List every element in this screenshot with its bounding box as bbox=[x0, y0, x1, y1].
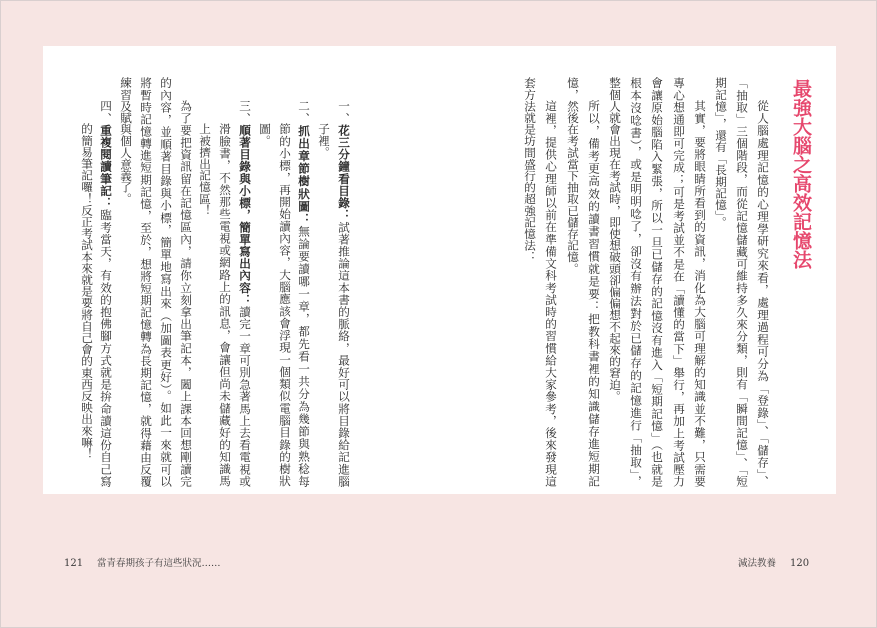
text-column: 專心想通即可完成；可是考試並不是在「讀懂的當下」舉行，再加上考試壓力 bbox=[672, 77, 686, 487]
running-title-left: 當青春期孩子有這些狀況…… bbox=[97, 558, 221, 569]
text-column: 上被擠出記憶區！ bbox=[198, 123, 212, 217]
list-item-first-line bbox=[297, 77, 311, 487]
running-title-right: 減法教養 bbox=[738, 558, 777, 569]
list-item-heading: 重複閱讀筆記： bbox=[99, 124, 113, 210]
text-column: 圖。 bbox=[258, 123, 272, 147]
text-column: 滑臉書，不然那些電視或網路上的訊息，會讓但尚未儲藏好的知識馬 bbox=[218, 123, 232, 487]
text-column: 子裡。 bbox=[317, 123, 331, 159]
text-column: 整個人就會出現在考試時，即使想破頭卻偏偏想不起來的窘迫。 bbox=[608, 77, 622, 402]
list-item-heading: 花三分鐘看目錄： bbox=[337, 124, 351, 222]
text-column: 的內容，並順著目錄與小標，簡單地寫出來（加圖表更好）。如此一來就可以 bbox=[159, 77, 173, 487]
text-column: 「抽取」三個階段，而從記憶儲藏可維持多久來分類，則有「瞬間記憶」、「短 bbox=[735, 77, 749, 487]
list-item-text: 讀完一章可別急著馬上去看電視或 bbox=[238, 305, 252, 488]
page-spread bbox=[43, 46, 836, 494]
page-number-left: 121 bbox=[64, 558, 84, 569]
list-number: 四、 bbox=[99, 100, 113, 125]
list-number: 三、 bbox=[238, 100, 252, 125]
list-number: 二、 bbox=[297, 100, 311, 126]
text-column: 其實，要將眼睛所看到的資訊，消化為大腦可理解的知識並不難，只需要 bbox=[693, 100, 707, 487]
text-column: 這裡，提供心理師以前在準備文科考試時的習慣給大家參考，後來發現這 bbox=[544, 100, 558, 487]
text-column: 所以，備考更高效的讀書習慣就是要：把教科書裡的知識儲存進短期記 bbox=[587, 100, 601, 487]
text-column: 期記憶」，還有「長期記憶」。 bbox=[714, 77, 728, 228]
page-number-right: 120 bbox=[790, 558, 810, 569]
list-number: 一、 bbox=[337, 100, 351, 125]
list-item-heading: 抓出章節樹狀圖： bbox=[297, 125, 311, 226]
text-column: 為了要把資訊留在記憶區內，請你立刻拿出筆記本，闔上課本回想剛讀完 bbox=[179, 100, 193, 487]
text-column: 的簡易筆記囉！反正考試本來就是要將自己會的東西反映出來嘛！ bbox=[80, 123, 94, 460]
text-column: 將暫時記憶轉進短期記憶，至於，想將短期記憶轉為長期記憶，就得藉由反覆 bbox=[139, 77, 153, 487]
text-column: 根本沒唸書），或是明明唸了，卻沒有辦法對於已儲存的記憶進行「抽取」， bbox=[629, 77, 643, 487]
list-item-first-line bbox=[99, 77, 113, 487]
text-column: 從人腦處理記憶的心理學研究來看，處理過程可分為「登錄」、「儲存」、 bbox=[756, 100, 770, 487]
text-column: 憶，然後在考試當下抽取已儲存記憶。 bbox=[566, 77, 580, 275]
list-item-text: 無論要讀哪一章，都先看一共分為幾節與熟稔每 bbox=[297, 225, 311, 487]
text-column: 節的小標，再開始讀內容，大腦應該會浮現一個類似電腦目錄的樹狀 bbox=[278, 123, 292, 487]
list-item-heading: 順著目錄與小標，簡單寫出內容： bbox=[238, 124, 252, 306]
text-column: 會讓原始腦陷入緊張，所以一旦已儲存的記憶沒有進入「短期記憶」（也就是 bbox=[650, 77, 664, 487]
list-item-first-line bbox=[238, 77, 252, 487]
list-item-first-line bbox=[337, 77, 351, 487]
list-item-text: 試著推論這本書的脈絡，最好可以將目錄給記進腦 bbox=[337, 221, 351, 487]
list-item-text: 臨考當天，有效的抱佛腳方式就是拚命讀這份自己寫 bbox=[99, 209, 113, 488]
text-column: 套方法就是坊間盛行的超強記憶法： bbox=[523, 77, 537, 263]
text-column: 練習及賦與個人意義了。 bbox=[119, 77, 133, 205]
section-heading: 最強大腦之高效記憶法 bbox=[790, 79, 812, 269]
